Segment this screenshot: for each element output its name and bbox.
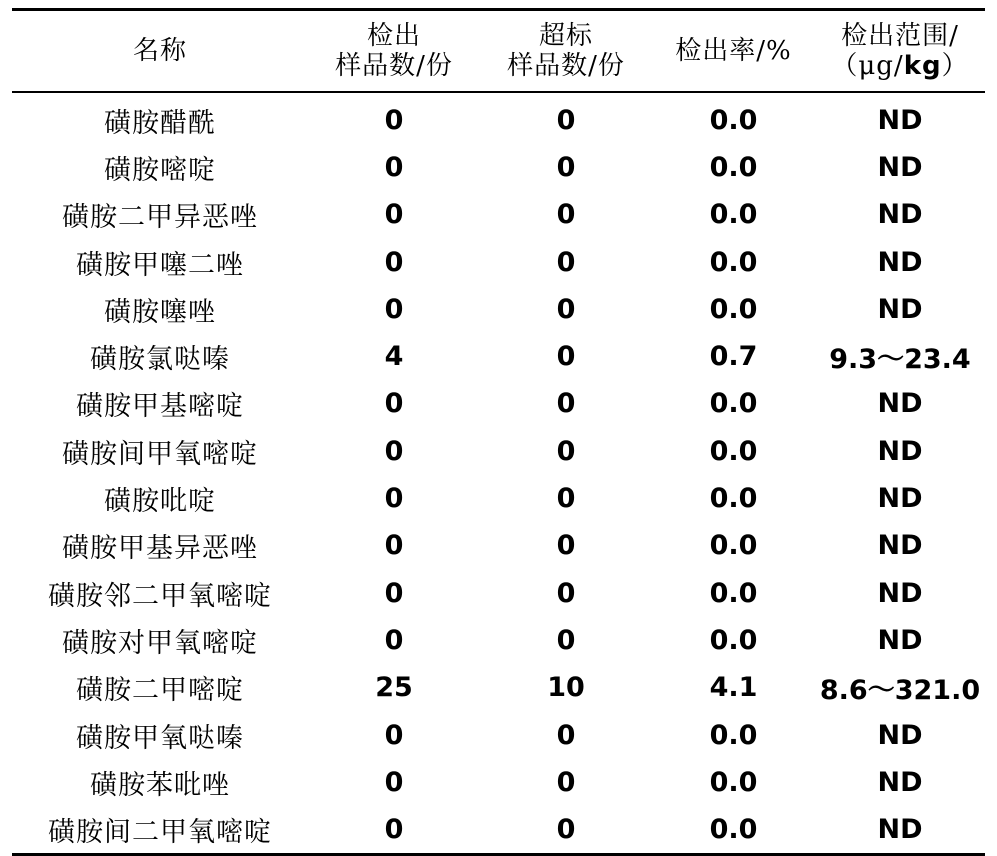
header-detected-line1: 检出	[366, 21, 421, 51]
table-header	[12, 11, 985, 91]
exceed-count-cell: 0	[556, 104, 576, 136]
compound-name-cell: 磺胺苯吡唑	[90, 769, 230, 801]
compound-name-cell: 磺胺邻二甲氧嘧啶	[48, 580, 272, 612]
table-row	[12, 191, 985, 238]
header-range-unit-close: ）	[941, 51, 969, 81]
exceed-count-cell: 0	[556, 246, 576, 278]
header-row	[12, 11, 985, 91]
detection-range-cell: 8.6～321.0	[819, 675, 981, 707]
header-name-text: 名称	[132, 36, 187, 66]
exceed-count-cell: 0	[556, 814, 576, 846]
detection-rate-cell: 0.0	[709, 104, 758, 136]
exceed-count-cell: 0	[556, 766, 576, 798]
detection-range-cell: ND	[877, 624, 923, 656]
compound-name-cell: 磺胺甲基异恶唑	[62, 533, 258, 565]
detection-rate-cell: 0.0	[709, 483, 758, 515]
detected-count-cell: 0	[384, 293, 404, 325]
table-row	[12, 380, 985, 427]
compound-name-cell: 磺胺嘧啶	[104, 154, 216, 186]
exceed-count-cell: 0	[556, 293, 576, 325]
header-name	[12, 11, 308, 91]
detection-range-cell: ND	[877, 814, 923, 846]
table-row	[12, 522, 985, 569]
table-row	[12, 93, 985, 144]
detection-range-cell: ND	[877, 151, 923, 183]
exceed-count-cell: 0	[556, 151, 576, 183]
detection-range-cell: ND	[877, 483, 923, 515]
compound-name-cell: 磺胺醋酰	[104, 107, 216, 139]
detection-rate-cell: 0.0	[709, 719, 758, 751]
detection-range-cell: ND	[877, 530, 923, 562]
detected-count-cell: 0	[384, 435, 404, 467]
detection-range-cell: ND	[877, 293, 923, 325]
detected-count-cell: 4	[384, 341, 404, 373]
compound-name-cell: 磺胺氯哒嗪	[90, 344, 230, 376]
header-range-unit-open: （μg/	[831, 51, 904, 81]
detection-range-cell: ND	[877, 246, 923, 278]
detected-count-cell: 0	[384, 104, 404, 136]
compound-name-cell: 磺胺吡啶	[104, 486, 216, 518]
exceed-count-cell: 0	[556, 388, 576, 420]
compound-name-cell: 磺胺甲氧哒嗪	[76, 722, 244, 754]
detected-count-cell: 0	[384, 814, 404, 846]
compound-name-cell: 磺胺甲噻二唑	[76, 249, 244, 281]
header-detection-rate	[652, 11, 815, 91]
detection-range-cell: ND	[877, 104, 923, 136]
detection-rate-cell: 0.0	[709, 766, 758, 798]
table-row	[12, 144, 985, 191]
table-row	[12, 238, 985, 285]
detection-rate-cell: 0.0	[709, 814, 758, 846]
detection-range-cell: ND	[877, 388, 923, 420]
header-detected-line2: 样品数/份	[335, 51, 453, 81]
exceed-count-cell: 0	[556, 199, 576, 231]
table-row	[12, 475, 985, 522]
compound-name-cell: 磺胺甲基嘧啶	[76, 391, 244, 423]
compound-name-cell: 磺胺对甲氧嘧啶	[62, 627, 258, 659]
detected-count-cell: 0	[384, 199, 404, 231]
detection-rate-cell: 0.0	[709, 577, 758, 609]
results-table-wrapper	[12, 8, 985, 856]
detection-rate-cell: 0.0	[709, 246, 758, 278]
detection-range-cell: ND	[877, 199, 923, 231]
table-row	[12, 759, 985, 806]
detection-rate-cell: 0.0	[709, 293, 758, 325]
compound-name-cell: 磺胺二甲异恶唑	[62, 202, 258, 234]
detection-results-body-table	[12, 93, 985, 854]
detection-rate-cell: 0.0	[709, 530, 758, 562]
detection-range-cell: ND	[877, 719, 923, 751]
detected-count-cell: 0	[384, 624, 404, 656]
detection-rate-cell: 4.1	[709, 672, 758, 704]
detected-count-cell: 0	[384, 151, 404, 183]
detected-count-cell: 0	[384, 388, 404, 420]
exceed-count-cell: 10	[547, 672, 585, 704]
table-body	[12, 93, 985, 854]
detection-range-cell: ND	[877, 766, 923, 798]
detection-rate-cell: 0.0	[709, 624, 758, 656]
table-row	[12, 664, 985, 711]
header-range-line1: 检出范围/	[841, 21, 959, 51]
detection-rate-cell: 0.0	[709, 199, 758, 231]
compound-name-cell: 磺胺间甲氧嘧啶	[62, 438, 258, 470]
exceed-count-cell: 0	[556, 530, 576, 562]
detected-count-cell: 0	[384, 246, 404, 278]
table-row	[12, 711, 985, 758]
header-exceed-count	[480, 11, 652, 91]
compound-name-cell: 磺胺二甲嘧啶	[76, 675, 244, 707]
table-row	[12, 428, 985, 475]
exceed-count-cell: 0	[556, 483, 576, 515]
detection-range-cell: 9.3～23.4	[829, 344, 971, 376]
table-row	[12, 286, 985, 333]
table-row	[12, 333, 985, 380]
exceed-count-cell: 0	[556, 341, 576, 373]
compound-name-cell: 磺胺噻唑	[104, 296, 216, 328]
header-range-line2	[815, 51, 985, 81]
detection-rate-cell: 0.7	[709, 341, 758, 373]
exceed-count-cell: 0	[556, 435, 576, 467]
exceed-count-cell: 0	[556, 624, 576, 656]
table-row	[12, 569, 985, 616]
detection-range-cell: ND	[877, 577, 923, 609]
header-rate-text: 检出率/%	[675, 36, 792, 66]
detected-count-cell: 0	[384, 719, 404, 751]
detected-count-cell: 0	[384, 766, 404, 798]
header-range-unit-kg: kg	[903, 51, 942, 81]
detection-rate-cell: 0.0	[709, 435, 758, 467]
compound-name-cell: 磺胺间二甲氧嘧啶	[48, 817, 272, 849]
header-exceed-line1: 超标	[538, 21, 593, 51]
header-detected-count	[308, 11, 480, 91]
detection-rate-cell: 0.0	[709, 388, 758, 420]
table-row	[12, 617, 985, 664]
detected-count-cell: 0	[384, 530, 404, 562]
detection-range-cell: ND	[877, 435, 923, 467]
detected-count-cell: 25	[375, 672, 413, 704]
detected-count-cell: 0	[384, 483, 404, 515]
header-detection-range	[815, 11, 985, 91]
detected-count-cell: 0	[384, 577, 404, 609]
exceed-count-cell: 0	[556, 719, 576, 751]
detection-rate-cell: 0.0	[709, 151, 758, 183]
header-exceed-line2: 样品数/份	[507, 51, 625, 81]
detection-results-table	[12, 11, 985, 91]
table-row	[12, 806, 985, 853]
exceed-count-cell: 0	[556, 577, 576, 609]
